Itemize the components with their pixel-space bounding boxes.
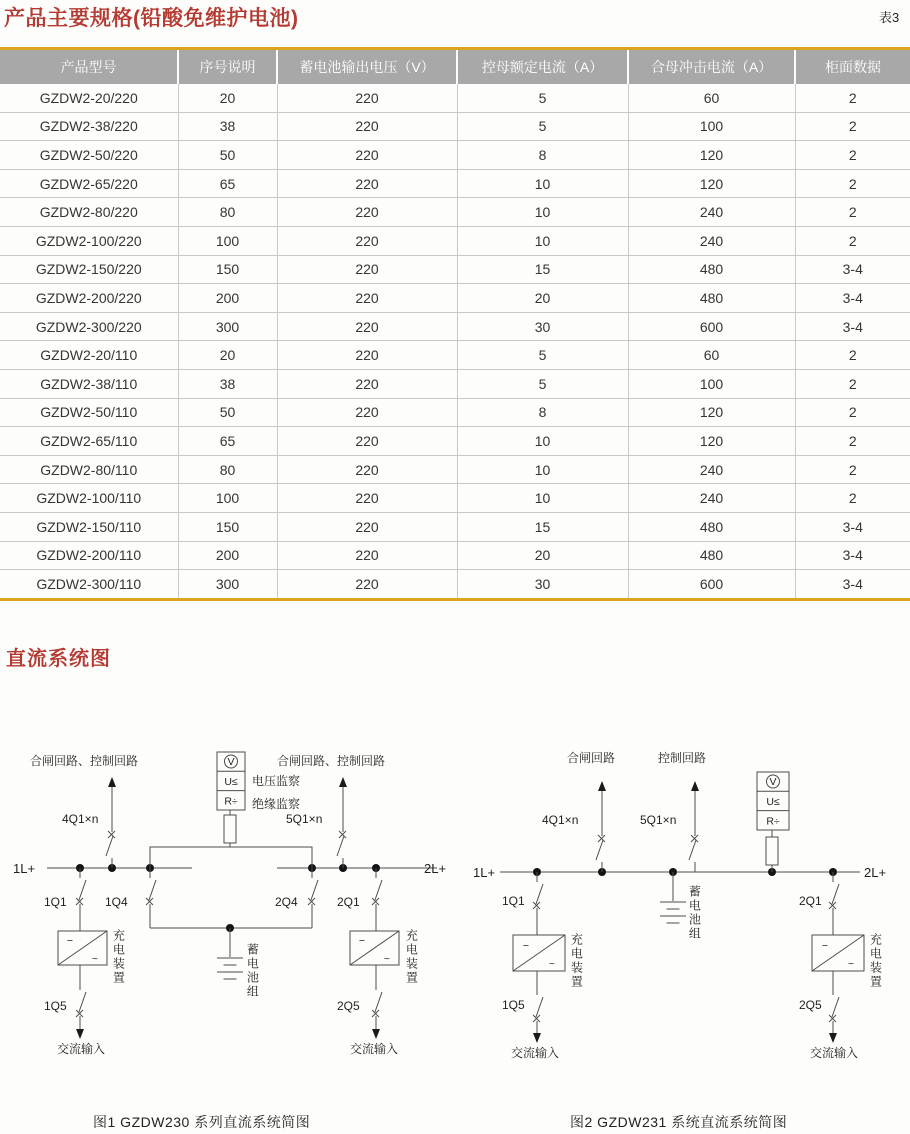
arrow-icon: [598, 781, 606, 791]
table-cell: GZDW2-20/220: [0, 84, 178, 112]
table-cell: 480: [628, 541, 795, 570]
table-cell: 2: [795, 398, 910, 427]
breaker-label-2q1: 2Q1: [799, 894, 822, 908]
charger-label: 充电装置: [569, 933, 584, 989]
table-cell: 480: [628, 512, 795, 541]
table-cell: 50: [178, 398, 277, 427]
table-cell: 240: [628, 198, 795, 227]
table-cell: 38: [178, 369, 277, 398]
table-cell: 100: [178, 226, 277, 255]
table-cell: 2: [795, 198, 910, 227]
voltage-monitor-label: 电压监察: [252, 774, 301, 788]
table-cell: 2: [795, 427, 910, 456]
table-cell: 5: [457, 84, 628, 112]
table-cell: GZDW2-150/220: [0, 255, 178, 284]
table-cell: 65: [178, 169, 277, 198]
breaker-icon-2q1: [372, 868, 382, 914]
ac-input-label: 交流输入: [810, 1046, 859, 1060]
table-cell: 100: [178, 484, 277, 513]
table-cell: 300: [178, 312, 277, 341]
table-cell: 30: [457, 312, 628, 341]
table-cell: 120: [628, 427, 795, 456]
figure2-caption: 图2 GZDW231 系统直流系统简图: [570, 1114, 788, 1130]
table-cell: 120: [628, 141, 795, 170]
ac-symbol: ~: [847, 958, 855, 970]
table-cell: 220: [277, 198, 457, 227]
column-header: 控母额定电流（A）: [457, 50, 628, 84]
table-cell: 3-4: [795, 541, 910, 570]
table-cell: 480: [628, 255, 795, 284]
table-cell: 100: [628, 369, 795, 398]
table-cell: 220: [277, 255, 457, 284]
feeder-label: 合闸回路、控制回路: [277, 754, 386, 768]
table-cell: 2: [795, 169, 910, 198]
table-cell: 2: [795, 484, 910, 513]
table-cell: 10: [457, 427, 628, 456]
breaker-label-4q1: 4Q1×n: [542, 813, 579, 827]
arrow-icon: [76, 1029, 84, 1039]
table-cell: 20: [457, 541, 628, 570]
table-cell: GZDW2-80/110: [0, 455, 178, 484]
charger-box: [513, 935, 565, 971]
table-cell: 220: [277, 226, 457, 255]
column-header: 柜面数据: [795, 50, 910, 84]
bus-label-1l: 1L+: [473, 865, 496, 880]
page-title: 产品主要规格(铅酸免维护电池): [4, 7, 299, 30]
breaker-label-1q1: 1Q1: [502, 894, 525, 908]
table-cell: 220: [277, 427, 457, 456]
table-cell: GZDW2-150/110: [0, 512, 178, 541]
table-cell: 5: [457, 369, 628, 398]
ac-input-label: 交流输入: [57, 1042, 106, 1056]
ac-symbol: ~: [548, 958, 556, 970]
table-cell: 600: [628, 312, 795, 341]
charger-label: 充电装置: [111, 929, 126, 985]
undervoltage-label: U≤: [766, 796, 780, 808]
voltmeter-label: V: [227, 756, 235, 768]
monitor-box: [757, 772, 789, 830]
breaker-label-4q1: 4Q1×n: [62, 812, 99, 826]
section-title-dc-system: 直流系统图: [6, 648, 111, 670]
table-cell: 100: [628, 112, 795, 141]
charger-box: [812, 935, 864, 971]
table-cell: GZDW2-38/220: [0, 112, 178, 141]
breaker-icon-1q1: [533, 872, 543, 918]
column-header: 序号说明: [178, 50, 277, 84]
charger-label: 充电装置: [404, 929, 419, 985]
table-cell: GZDW2-20/110: [0, 341, 178, 370]
table-cell: 220: [277, 455, 457, 484]
closing-circuit-label: 合闸回路: [567, 751, 616, 765]
breaker-label-1q5: 1Q5: [502, 998, 525, 1012]
table-cell: 220: [277, 512, 457, 541]
breaker-label-2q1: 2Q1: [337, 895, 360, 909]
table-cell: 200: [178, 284, 277, 313]
table-cell: GZDW2-50/220: [0, 141, 178, 170]
table-cell: 200: [178, 541, 277, 570]
table-cell: 50: [178, 141, 277, 170]
table-cell: 30: [457, 570, 628, 598]
table-cell: 3-4: [795, 570, 910, 598]
ac-symbol: ~: [383, 953, 391, 965]
breaker-icon-1q5: [533, 985, 543, 1031]
table-cell: 220: [277, 112, 457, 141]
breaker-icon-2q5: [829, 985, 839, 1031]
table-cell: 3-4: [795, 512, 910, 541]
breaker-label-5q1: 5Q1×n: [286, 812, 323, 826]
table-cell: 220: [277, 312, 457, 341]
breaker-label-2q5: 2Q5: [799, 998, 822, 1012]
charger-box: [350, 931, 399, 965]
table-cell: 2: [795, 141, 910, 170]
monitor-box: [217, 752, 245, 810]
breaker-icon-2q1: [829, 872, 839, 918]
table-cell: 220: [277, 84, 457, 112]
table-cell: 2: [795, 341, 910, 370]
breaker-label-5q1: 5Q1×n: [640, 813, 677, 827]
table-cell: GZDW2-200/110: [0, 541, 178, 570]
column-header: 蓄电池输出电压（V）: [277, 50, 457, 84]
voltmeter-label: V: [769, 776, 777, 788]
table-cell: 2: [795, 112, 910, 141]
table-cell: 80: [178, 198, 277, 227]
table-cell: 240: [628, 455, 795, 484]
breaker-label-1q4: 1Q4: [105, 895, 128, 909]
table-cell: GZDW2-300/220: [0, 312, 178, 341]
table-cell: 480: [628, 284, 795, 313]
table-cell: 150: [178, 512, 277, 541]
arrow-icon: [108, 777, 116, 787]
breaker-label-2q4: 2Q4: [275, 895, 298, 909]
table-cell: 10: [457, 455, 628, 484]
table-cell: GZDW2-80/220: [0, 198, 178, 227]
table-cell: 8: [457, 141, 628, 170]
table-cell: 220: [277, 284, 457, 313]
table-cell: 3-4: [795, 284, 910, 313]
table-cell: GZDW2-100/110: [0, 484, 178, 513]
bus-label-2l: 2L+: [864, 865, 887, 880]
table-cell: GZDW2-38/110: [0, 369, 178, 398]
figure1-caption: 图1 GZDW230 系列直流系统简图: [93, 1114, 311, 1130]
table-cell: 10: [457, 198, 628, 227]
column-header: 产品型号: [0, 50, 178, 84]
dc-symbol: −: [522, 940, 530, 952]
battery-label: 蓄电池组: [687, 885, 702, 941]
column-header: 合母冲击电流（A）: [628, 50, 795, 84]
table-cell: 80: [178, 455, 277, 484]
fuse-icon: [224, 815, 236, 843]
bus-label-1l: 1L+: [13, 861, 36, 876]
bus-label-2l: 2L+: [424, 861, 447, 876]
table-number-tag: 表3: [879, 10, 900, 25]
table-cell: 2: [795, 455, 910, 484]
table-cell: 20: [178, 84, 277, 112]
table-cell: GZDW2-100/220: [0, 226, 178, 255]
ac-input-label: 交流输入: [350, 1042, 399, 1056]
breaker-icon-1q5: [76, 980, 86, 1026]
breaker-icon-5q1: [689, 826, 698, 872]
breaker-label-1q5: 1Q5: [44, 999, 67, 1013]
table-cell: GZDW2-200/220: [0, 284, 178, 313]
breaker-icon-2q5: [372, 980, 382, 1026]
battery-label: 蓄电池组: [245, 943, 260, 999]
fuse-icon: [766, 837, 778, 865]
arrow-icon: [372, 1029, 380, 1039]
table-cell: 120: [628, 169, 795, 198]
breaker-icon-1q4: [146, 868, 156, 914]
table-cell: 60: [628, 84, 795, 112]
breaker-icon-5q1: [337, 822, 346, 868]
table-cell: 2: [795, 369, 910, 398]
dc-symbol: −: [66, 935, 74, 947]
breaker-icon-4q1: [596, 826, 605, 872]
breaker-label-1q1: 1Q1: [44, 895, 67, 909]
table-cell: 2: [795, 84, 910, 112]
breaker-label-2q5: 2Q5: [337, 999, 360, 1013]
arrow-icon: [829, 1033, 837, 1043]
table-cell: 20: [457, 284, 628, 313]
table-cell: 220: [277, 484, 457, 513]
arrow-icon: [533, 1033, 541, 1043]
table-cell: GZDW2-50/110: [0, 398, 178, 427]
table-cell: 220: [277, 369, 457, 398]
insulation-monitor-label: 绝缘监察: [252, 797, 301, 811]
table-cell: 3-4: [795, 312, 910, 341]
table-cell: 10: [457, 484, 628, 513]
table-cell: 240: [628, 226, 795, 255]
table-cell: 220: [277, 141, 457, 170]
control-circuit-label: 控制回路: [658, 751, 707, 765]
ac-input-label: 交流输入: [511, 1046, 560, 1060]
table-cell: 220: [277, 169, 457, 198]
insulation-label: R÷: [766, 815, 780, 828]
feeder-label: 合闸回路、控制回路: [30, 754, 139, 768]
dc-symbol: −: [821, 940, 829, 952]
arrow-icon: [339, 777, 347, 787]
table-cell: 15: [457, 255, 628, 284]
table-cell: 8: [457, 398, 628, 427]
table-cell: 65: [178, 427, 277, 456]
charger-box: [58, 931, 107, 965]
breaker-icon-1q1: [76, 868, 86, 914]
table-cell: 2: [795, 226, 910, 255]
table-cell: 60: [628, 341, 795, 370]
table-cell: GZDW2-65/220: [0, 169, 178, 198]
battery-icon: [217, 958, 243, 979]
table-cell: 3-4: [795, 255, 910, 284]
table-cell: 5: [457, 341, 628, 370]
ac-symbol: ~: [91, 953, 99, 965]
table-cell: 10: [457, 169, 628, 198]
arrow-icon: [691, 781, 699, 791]
insulation-label: R÷: [224, 795, 238, 808]
charger-label: 充电装置: [868, 933, 883, 989]
table-cell: 220: [277, 541, 457, 570]
table-cell: 38: [178, 112, 277, 141]
table-cell: 15: [457, 512, 628, 541]
battery-icon: [660, 902, 686, 923]
table-cell: GZDW2-300/110: [36, 575, 142, 592]
table-cell: 220: [277, 398, 457, 427]
table-cell: 5: [457, 112, 628, 141]
table-cell: 120: [628, 398, 795, 427]
undervoltage-label: U≤: [224, 776, 238, 788]
table-cell: 20: [178, 341, 277, 370]
table-cell: 220: [277, 341, 457, 370]
breaker-icon-4q1: [106, 822, 115, 868]
table-cell: 150: [178, 255, 277, 284]
table-cell: GZDW2-65/110: [0, 427, 178, 456]
table-cell: 600: [628, 570, 795, 598]
table-cell: 10: [457, 226, 628, 255]
breaker-icon-2q4: [308, 868, 318, 914]
table-cell: 300: [178, 570, 277, 598]
dc-symbol: −: [358, 935, 366, 947]
table-cell: 220: [277, 570, 457, 598]
table-cell: 240: [628, 484, 795, 513]
